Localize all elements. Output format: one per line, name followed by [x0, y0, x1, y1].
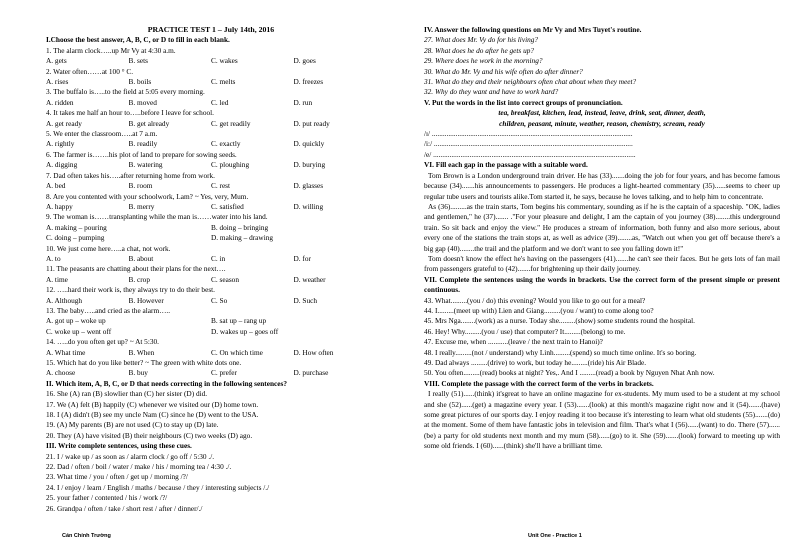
page-title: PRACTICE TEST 1 – July 14th, 2016: [147, 25, 275, 34]
question: 20. They (A) have visited (B) their neighbours (C) two weeks (D) ago.: [46, 430, 253, 440]
section-vii-items: [424, 296, 780, 379]
exercise-item: 46. Hey! Why.........(you / use) that computer? It.........(belong) to me.: [424, 326, 626, 336]
question: 14. …..do you often get up? ~ At 5:30.: [46, 337, 159, 347]
answer-options: [46, 254, 376, 264]
section-viii-title: VIII. Complete the passage with the correct form of the verbs in brackets.: [424, 378, 654, 388]
section-vi-passage: [424, 171, 780, 275]
question: 7. Dad often takes his…..after returning home from work.: [46, 170, 215, 180]
exercise-item: 45. Mrs Nga........(work) as a nurse. Today she.........(show) some students round the hospital.: [424, 316, 695, 326]
answer-option: B. merry: [128, 201, 155, 211]
answer-option: C. get readily: [211, 118, 251, 128]
pronunciation-group: /ɪ/ ..............................................................................................................: [424, 129, 633, 139]
answer-option: B. buy: [128, 368, 148, 378]
question: 24. I / enjoy / learn / English / maths / because / they / interesting subjects /./: [46, 482, 270, 492]
exercise-item: 44. I.........(meet up with) Lien and Giang.........(you / want) to come along too?: [424, 305, 654, 315]
answer-option: C. exactly: [211, 139, 241, 149]
answer-options: [46, 327, 376, 337]
answer-option: A. time: [46, 274, 68, 284]
answer-option: B. However: [128, 295, 164, 305]
section-viii-passage: I really (51)......(think) it'sgreat to have an online magazine for ex-students. My mum used to be a student at my school and she (52)......(get) a magazine every year. I (53).......(look) at this month's magazine right now and it (54).......(have) some great pictures of our sports day. I enjoy reading it too because it's interesting to learn what old students (55).......(do) at the moment. Some of them have fantastic jobs in television and film. That's what I (56)......(want) to do. There (57)......(be) a party for old students next month and my mum (58)......(go) to it. She (59).......(look) forward to meeting up with some old friends. I (60)......(think) she'll have a brilliant time.: [424, 389, 780, 451]
answer-option: D. willing: [293, 201, 324, 211]
answer-option: A. making – pouring: [46, 222, 107, 232]
answer-option: B. sat up – rang up: [211, 316, 267, 326]
pronunciation-group: /e/ ...............................................................................................................: [424, 149, 636, 159]
answer-option: C. woke up – went off: [46, 326, 112, 336]
answer-option: D. Such: [293, 295, 318, 305]
answer-option: A. digging: [46, 160, 78, 170]
answer-option: C. rest: [211, 181, 231, 191]
answer-option: A. gets: [46, 56, 67, 66]
question: 2. Water often……at 100 ° C.: [46, 66, 134, 76]
answer-options: [46, 77, 376, 87]
answer-option: B. watering: [128, 160, 163, 170]
answer-option: B. get already: [128, 118, 170, 128]
exercise-item: 49. Dad always .........(drive) to work, but today he.........(ride) his Air Blade.: [424, 358, 647, 367]
exercise-item: 47. Excuse me, when ...........(leave / the next train to Hanoi)?: [424, 337, 603, 347]
answer-option: B. about: [128, 253, 154, 263]
question: 11. The peasants are chatting about their plans for the next….: [46, 264, 226, 274]
question: 30. What do Mr. Vy and his wife often do after dinner?: [424, 66, 583, 76]
answer-option: A. rightly: [46, 139, 75, 149]
answer-options: [46, 139, 376, 149]
answer-option: D. purchase: [293, 368, 329, 378]
exercise-item: 48. I really.........(not / understand) why Linh.........(spend) so much time online. It's so boring.: [424, 347, 697, 357]
answer-option: C. ploughing: [211, 160, 250, 170]
answer-option: C. season: [211, 274, 239, 284]
question: 3. The buffalo is…..to the field at 5:05 every morning.: [46, 87, 205, 97]
pronunciation-group: /i:/ .............................................................................................................: [424, 139, 633, 149]
question: 10. We just come here…..a chat, not work.: [46, 243, 171, 253]
answer-option: A. bed: [46, 181, 66, 191]
answer-option: C. wakes: [211, 56, 238, 66]
answer-options: [46, 223, 376, 233]
answer-options: [46, 181, 376, 191]
answer-option: D. for: [293, 253, 311, 263]
answer-options: [46, 233, 376, 243]
answer-option: C. satisfied: [211, 201, 244, 211]
answer-option: A. get ready: [46, 118, 82, 128]
answer-options: [46, 119, 376, 129]
answer-option: C. doing – pumping: [46, 233, 105, 243]
answer-option: B. crop: [128, 274, 150, 284]
section-heading: II. Which item, A, B, C, or D that needs correcting in the following sentences?: [46, 378, 287, 388]
answer-option: A. to: [46, 253, 61, 263]
question: 13. The baby…..and cried as the alarm…..: [46, 305, 171, 315]
question: 18. I (A) didn't (B) see my uncle Nam (C) since he (D) went to the USA.: [46, 410, 259, 420]
passage-paragraph: As (36).........as the train starts, Tom begins his commentary, sounding as if he is the captain of a spaceship. "OK, ladies and gentlemen," he (37)....... ."For your pleasure and delight, I am the captain of you journey (38)........this underground train. So sit back and enjoy the view." He produces a stream of information, both funny and also more serious, about every one of the stations the train stops at, as well as advice (39)........as, "Watch out when you get off because there's a big gap (40)........the trail and the platform and we don't want to see you falling down it!": [424, 201, 780, 253]
question: 25. your father / contented / his / work /?/: [46, 493, 168, 503]
question: 5. We enter the classroom…..at 7 a.m.: [46, 129, 158, 139]
answer-option: D. weather: [293, 274, 326, 284]
answer-option: D. freezes: [293, 77, 324, 87]
answer-options: [46, 296, 376, 306]
answer-option: B. When: [128, 347, 155, 357]
question: 16. She (A) ran (B) slowlier than (C) her sister (D) did.: [46, 389, 208, 399]
answer-options: [46, 202, 376, 212]
section-heading: V. Put the words in the list into correct groups of pronunciation.: [424, 97, 623, 107]
footer-author: Cán Chính Trường: [62, 533, 111, 539]
answer-options: [46, 160, 376, 170]
answer-option: A. choose: [46, 368, 76, 378]
right-column: [424, 0, 780, 452]
question: 12. …..hard their work is, they always try to do their best.: [46, 285, 216, 295]
question: 23. What time / you / often / get up / morning /?/: [46, 472, 188, 482]
section-heading: IV. Answer the following questions on Mr Vy and Mrs Tuyet's routine.: [424, 25, 642, 34]
answer-option: C. On which time: [211, 347, 263, 357]
question: 8. Are you contented with your schoolwork, Lam? ~ Yes, very, Mum.: [46, 191, 249, 201]
answer-options: [46, 368, 376, 378]
answer-options: [46, 98, 376, 108]
answer-option: C. melts: [211, 77, 236, 87]
answer-options: [46, 316, 376, 326]
section-heading: III. Write complete sentences, using these cues.: [46, 441, 192, 451]
answer-option: B. room: [128, 181, 153, 191]
section-iv-v: [424, 25, 780, 108]
answer-option: D. burying: [293, 160, 326, 170]
question: 28. What does he do after he gets up?: [424, 45, 535, 55]
answer-option: A. happy: [46, 201, 73, 211]
word-list-line-2: children, peasant, minute, weather, reason, chemistry, scream, ready: [499, 118, 705, 128]
answer-option: B. readily: [128, 139, 158, 149]
answer-option: D. quickly: [293, 139, 325, 149]
answer-option: D. wakes up – goes off: [211, 326, 279, 336]
answer-option: C. So: [211, 295, 228, 305]
question: 19. (A) My parents (B) are not used (C) to stay up (D) late.: [46, 420, 219, 430]
footer-unit: Unit One - Practice 1: [528, 533, 582, 539]
question: 1. The alarm clock…..up Mr Vy at 4:30 a.m.: [46, 45, 176, 55]
answer-option: C. in: [211, 253, 226, 263]
question: 4. It takes me half an hour to…..before I leave for school.: [46, 108, 214, 118]
question: 17. We (A) felt (B) happily (C) whenever we visited our (D) home town.: [46, 399, 259, 409]
answer-option: A. ridden: [46, 97, 74, 107]
answer-option: A. What time: [46, 347, 86, 357]
answer-option: C. led: [211, 97, 229, 107]
answer-option: D. How often: [293, 347, 334, 357]
answer-option: D. run: [293, 97, 313, 107]
answer-option: D. goes: [293, 56, 316, 66]
answer-option: B. boils: [128, 77, 152, 87]
answer-options: [46, 275, 376, 285]
answer-option: C. prefer: [211, 368, 237, 378]
answer-options: [46, 348, 376, 358]
answer-option: B. doing – bringing: [211, 222, 269, 232]
section-vii-title: VII. Complete the sentences using the words in brackets. Use the correct form of the present simple or present continuous.: [424, 274, 780, 295]
pronunciation-groups: [424, 129, 780, 160]
question: 31. What do they and their neighbours often chat about when they meet?: [424, 77, 637, 87]
answer-option: A. Although: [46, 295, 83, 305]
left-column: [46, 0, 376, 514]
question: 15. Which hat do you like better? ~ The green with white dots one.: [46, 358, 242, 367]
answer-option: D. put ready: [293, 118, 330, 128]
question: 6. The farmer is…….his plot of land to prepare for sowing seeds.: [46, 149, 237, 159]
section-heading: I.Choose the best answer, A, B, C, or D to fill in each blank.: [46, 35, 230, 45]
answer-option: D. glasses: [293, 181, 324, 191]
exercise-item: 43. What.........(you / do) this evening? Would you like to go out for a meal?: [424, 295, 646, 305]
section-vi-title: VI. Fill each gap in the passage with a suitable word.: [424, 160, 588, 170]
word-list-line-1: tea, breakfast, kitchen, lead, instead, leave, drink, seat, dinner, death,: [498, 108, 706, 118]
question: 26. Grandpa / often / take / short rest / after / dinner/./: [46, 503, 203, 513]
question: 32. Why do they want and have to work hard?: [424, 87, 559, 97]
passage-paragraph: Tom Brown is a London underground train driver. He has (33).......doing the job for four years, and has become famous because (34).......his announcements to passengers. He produces a light-hearted commentary (35)......seems to cheer up regular tube users and tourists alike.Tom started it, he says, because he loves talking, and to help him to concentrate.: [424, 170, 780, 201]
question: 29. Where does he work in the morning?: [424, 56, 543, 66]
answer-option: D. making – drawing: [211, 233, 274, 243]
exercise-item: 50. You often.........(read) books at night? Yes,. And I .........(read) a book by Nguyen Nhat Anh now.: [424, 368, 715, 378]
answer-option: A. rises: [46, 77, 69, 87]
answer-option: B. moved: [128, 97, 157, 107]
question: 22. Dad / often / boil / water / make / his / morning tea / 4:30 ./.: [46, 462, 232, 472]
answer-option: A. got up – woke up: [46, 316, 106, 326]
answer-options: [46, 56, 376, 66]
left-body: [46, 35, 376, 514]
question: 9. The woman is……transplanting while the man is……water into his land.: [46, 212, 268, 222]
passage-paragraph: Tom doesn't know the effect he's having on the passengers (41).......he can't see their faces. But he gets lots of fan mail from passengers grateful to (42).......for brightening up their daily journey.: [424, 253, 780, 274]
answer-option: B. sets: [128, 56, 148, 66]
question: 27. What does Mr. Vy do for his living?: [424, 35, 539, 45]
question: 21. I / wake up / as soon as / alarm clock / go off / 5:30 ./.: [46, 451, 215, 461]
